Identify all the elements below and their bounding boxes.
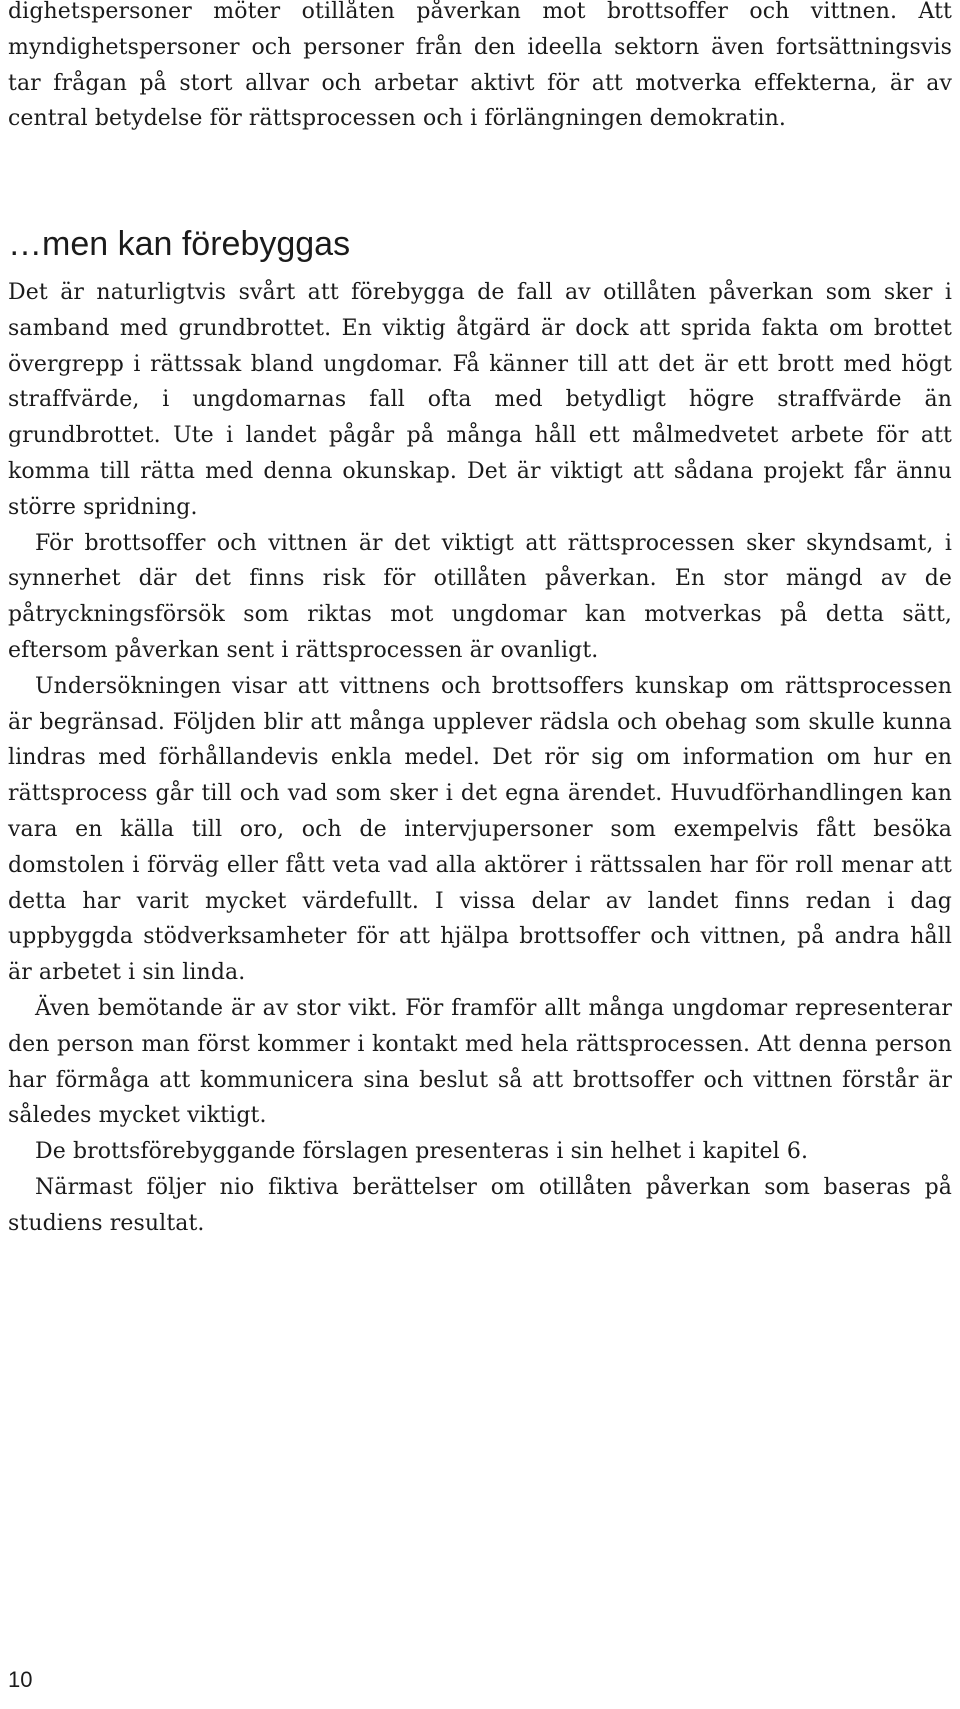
body-paragraph: Undersökningen visar att vittnens och brottsoffers kunskap om rättsprocessen är begränsad. Följden blir att många upplever rädsla och obehag som skulle kunna lindras med förhållandevis enkla medel. Det rör sig om information om hur en rättsprocess går till och vad som sker i det egna ärendet. Huvudförhandlingen kan vara en källa till oro, och de intervjupersoner som exempelvis fått besöka domstolen i förväg eller fått veta vad alla aktörer i rättssalen har för roll menar att detta har varit mycket värdefullt. I vissa delar av landet finns redan i dag uppbyggda stödverksamheter för att hjälpa brottsoffer och vittnen, på andra håll är arbetet i sin linda.	[8, 673, 952, 986]
continuation-paragraph: dighetspersoner möter otillåten påverkan mot brottsoffer och vittnen. Att myndighetspersoner och personer från den ideella sektorn även fortsättningsvis tar frågan på stort allvar och arbetar aktivt för att motverka effekterna, är av central betydelse för rättsprocessen och i förlängningen demokratin.	[8, 0, 952, 132]
body-paragraph: Även bemötande är av stor vikt. För framför allt många ungdomar representerar den person man först kommer i kontakt med hela rättsprocessen. Att denna person har förmåga att kommunicera sina beslut så att brottsoffer och vittnen förstår är således mycket viktigt.	[8, 995, 952, 1129]
body-paragraph: Det är naturligtvis svårt att förebygga de fall av otillåten påverkan som sker i samband med grundbrottet. En viktig åtgärd är dock att sprida fakta om brottet övergrepp i rättssak bland ungdomar. Få känner till att det är ett brott med högt straffvärde, i ungdomarnas fall ofta med betydligt högre straffvärde än grundbrottet. Ute i landet pågår på många håll ett målmedvetet arbete för att komma till rätta med denna okunskap. Det är viktigt att sådana projekt får ännu större spridning.	[8, 280, 952, 520]
body-paragraph: Närmast följer nio fiktiva berättelser om otillåten påverkan som baseras på studiens resultat.	[8, 1174, 952, 1236]
section-body	[8, 275, 952, 1242]
page-number: 10	[8, 1667, 33, 1692]
body-paragraph: De brottsförebyggande förslagen presenteras i sin helhet i kapitel 6.	[35, 1139, 809, 1165]
continuation-text-block	[8, 0, 952, 137]
section-heading: …men kan förebyggas	[8, 225, 351, 263]
body-paragraph: För brottsoffer och vittnen är det viktigt att rättsprocessen sker skyndsamt, i synnerhet där det finns risk för otillåten påverkan. En stor mängd av de påtryckningsförsök som riktas mot ungdomar kan motverkas på detta sätt, eftersom påverkan sent i rättsprocessen är ovanligt.	[8, 530, 952, 663]
